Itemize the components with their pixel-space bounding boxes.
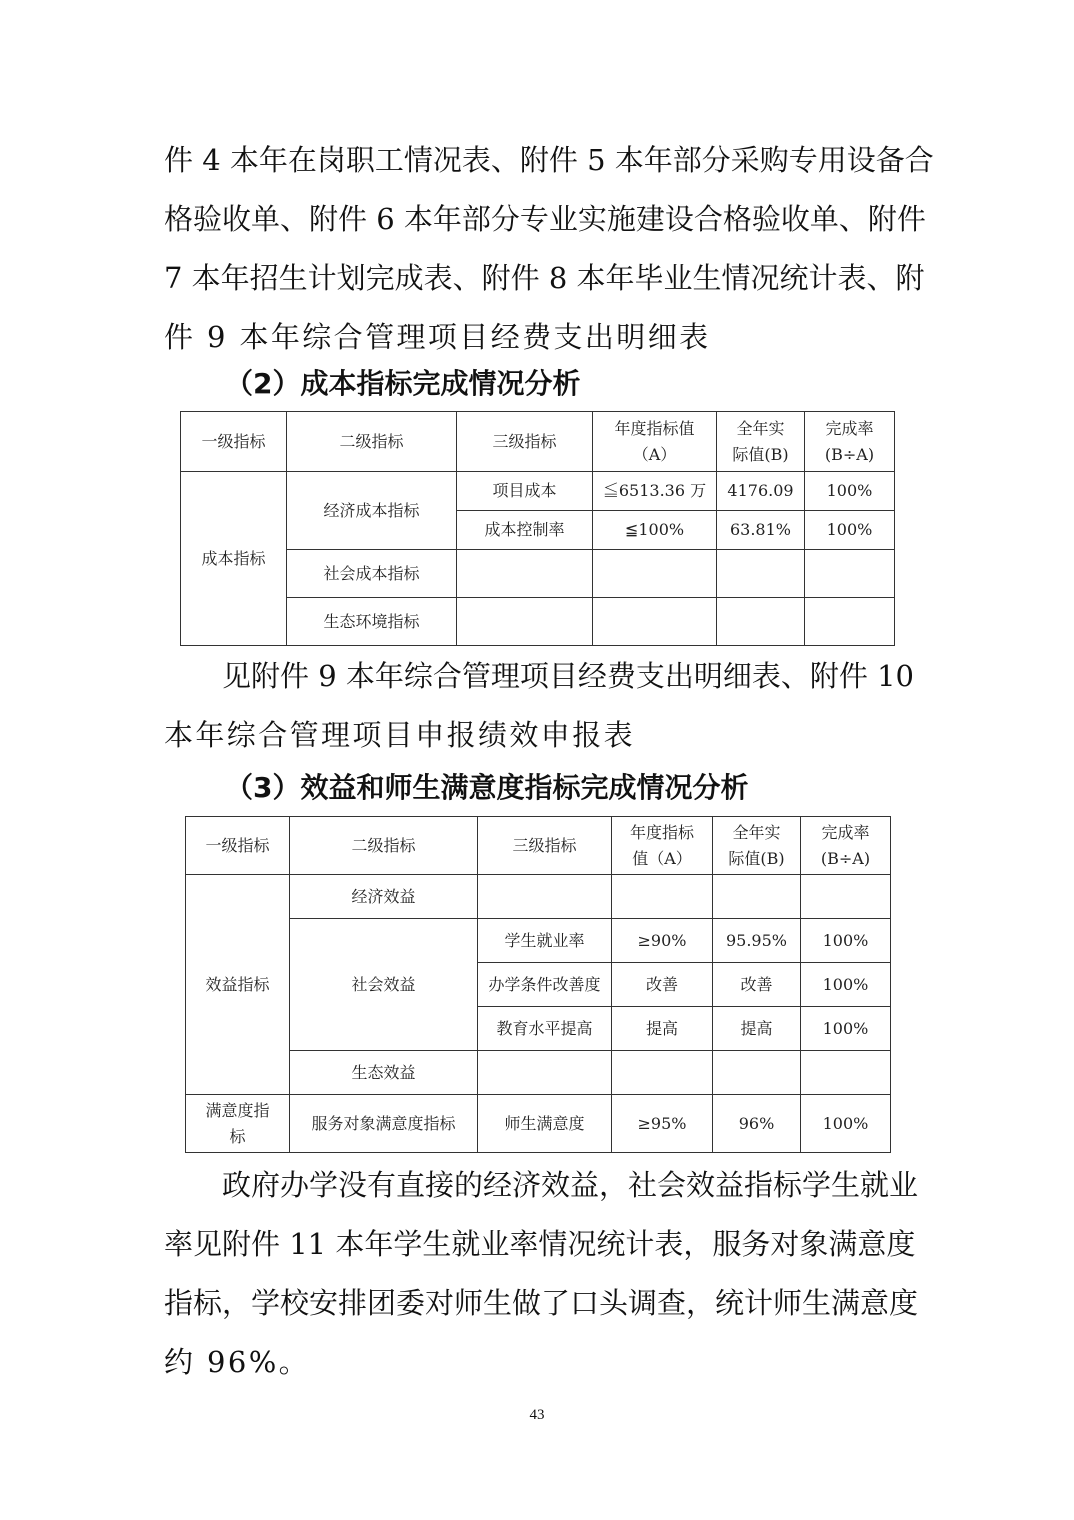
table-row	[186, 875, 891, 919]
header-annual-target	[593, 412, 717, 472]
cell-level3: 办学条件改善度	[478, 963, 612, 1007]
header-actual	[717, 412, 805, 472]
cell-line: 标	[229, 1126, 246, 1146]
cell-social-benefit: 社会效益	[290, 919, 478, 1051]
cell-rate: 100%	[801, 1007, 891, 1051]
paragraph-line: 格验收单、附件 6 本年部分专业实施建设合格验收单、附件	[164, 202, 926, 236]
cell-actual: 63.81%	[717, 511, 805, 550]
cell-empty	[717, 598, 805, 646]
header-level3: 三级指标	[457, 412, 593, 472]
cell-empty	[805, 550, 895, 598]
header-rate	[805, 412, 895, 472]
header-line: (B÷A)	[820, 848, 871, 868]
cell-actual: 提高	[713, 1007, 801, 1051]
header-rate	[801, 817, 891, 875]
paragraph-line: 率见附件 11 本年学生就业率情况统计表，服务对象满意度	[164, 1227, 916, 1261]
cell-target: ≦100%	[593, 511, 717, 550]
cell-empty	[593, 550, 717, 598]
header-line: （A）	[632, 444, 677, 464]
header-annual-target	[612, 817, 713, 875]
body-paragraph-cost-note	[164, 647, 914, 765]
cell-rate: 100%	[805, 511, 895, 550]
table-row	[186, 1051, 891, 1095]
header-line: 年度指标	[629, 822, 694, 842]
cell-target: ≥95%	[612, 1095, 713, 1153]
section-heading-benefit: （3）效益和师生满意度指标完成情况分析	[225, 771, 749, 804]
header-line: (B÷A)	[824, 444, 875, 464]
cell-eco-benefit: 生态效益	[290, 1051, 478, 1095]
cell-rate: 100%	[805, 472, 895, 511]
header-level2: 二级指标	[287, 412, 457, 472]
cell-empty	[805, 598, 895, 646]
table-row	[181, 598, 895, 646]
cell-empty	[478, 875, 612, 919]
cell-empty	[801, 875, 891, 919]
header-level1: 一级指标	[181, 412, 287, 472]
cell-actual: 4176.09	[717, 472, 805, 511]
cell-line: 满意度指	[205, 1100, 270, 1120]
paragraph-line: 件 9 本年综合管理项目经费支出明细表	[164, 320, 711, 354]
header-line: 全年实	[736, 418, 785, 438]
header-actual	[713, 817, 801, 875]
header-line: 际值(B)	[732, 444, 789, 464]
paragraph-line: 7 本年招生计划完成表、附件 8 本年毕业生情况统计表、附	[164, 261, 925, 295]
header-line: 完成率	[825, 418, 874, 438]
table-row	[181, 472, 895, 511]
paragraph-line: 约 96%。	[164, 1345, 311, 1379]
cell-actual: 改善	[713, 963, 801, 1007]
benefit-indicator-table	[185, 816, 891, 1153]
cost-indicator-table	[180, 411, 895, 646]
table-header-row	[181, 412, 895, 472]
cell-empty	[612, 875, 713, 919]
cell-rate: 100%	[801, 963, 891, 1007]
section-heading-cost: （2）成本指标完成情况分析	[225, 367, 581, 400]
header-line: 值（A）	[632, 848, 692, 868]
cell-level3: 成本控制率	[457, 511, 593, 550]
header-level2: 二级指标	[290, 817, 478, 875]
cell-empty	[717, 550, 805, 598]
cell-eco-env-cost: 生态环境指标	[287, 598, 457, 646]
cell-actual: 96%	[713, 1095, 801, 1153]
cell-service-satisfaction: 服务对象满意度指标	[290, 1095, 478, 1153]
cell-empty	[593, 598, 717, 646]
paragraph-line: 见附件 9 本年综合管理项目经费支出明细表、附件 10	[222, 659, 915, 693]
paragraph-line: 本年综合管理项目申报绩效申报表	[164, 718, 636, 752]
cell-empty	[713, 875, 801, 919]
cell-level3: 教育水平提高	[478, 1007, 612, 1051]
cell-target: ≦6513.36 万	[593, 472, 717, 511]
cell-economic-cost: 经济成本指标	[287, 472, 457, 550]
table-row	[186, 919, 891, 963]
cell-rate: 100%	[801, 1095, 891, 1153]
cell-target: ≥90%	[612, 919, 713, 963]
body-paragraph-benefit-note	[164, 1156, 919, 1392]
table-header-row	[186, 817, 891, 875]
cell-level1-cost: 成本指标	[181, 472, 287, 646]
cell-target: 提高	[612, 1007, 713, 1051]
cell-level3: 项目成本	[457, 472, 593, 511]
table-row	[181, 550, 895, 598]
cell-empty	[457, 598, 593, 646]
cell-empty	[457, 550, 593, 598]
cell-empty	[612, 1051, 713, 1095]
paragraph-line: 政府办学没有直接的经济效益，社会效益指标学生就业	[222, 1168, 919, 1202]
paragraph-line: 指标，学校安排团委对师生做了口头调查，统计师生满意度	[164, 1286, 919, 1320]
table-row	[186, 1095, 891, 1153]
header-line: 完成率	[821, 822, 870, 842]
cell-rate: 100%	[801, 919, 891, 963]
page-number: 43	[529, 1407, 545, 1423]
cell-empty	[713, 1051, 801, 1095]
cell-actual: 95.95%	[713, 919, 801, 963]
header-line: 全年实	[732, 822, 781, 842]
header-line: 际值(B)	[728, 848, 785, 868]
cell-social-cost: 社会成本指标	[287, 550, 457, 598]
cell-level1-satisfaction	[186, 1095, 290, 1153]
cell-empty	[478, 1051, 612, 1095]
cell-level3: 学生就业率	[478, 919, 612, 963]
cell-target: 改善	[612, 963, 713, 1007]
paragraph-line: 件 4 本年在岗职工情况表、附件 5 本年部分采购专用设备合	[164, 143, 934, 177]
header-level1: 一级指标	[186, 817, 290, 875]
cell-level3: 师生满意度	[478, 1095, 612, 1153]
cell-level1-benefit: 效益指标	[186, 875, 290, 1095]
cell-economic-benefit: 经济效益	[290, 875, 478, 919]
cell-empty	[801, 1051, 891, 1095]
body-paragraph-attachments	[164, 131, 934, 367]
header-level3: 三级指标	[478, 817, 612, 875]
header-line: 年度指标值	[614, 418, 695, 438]
